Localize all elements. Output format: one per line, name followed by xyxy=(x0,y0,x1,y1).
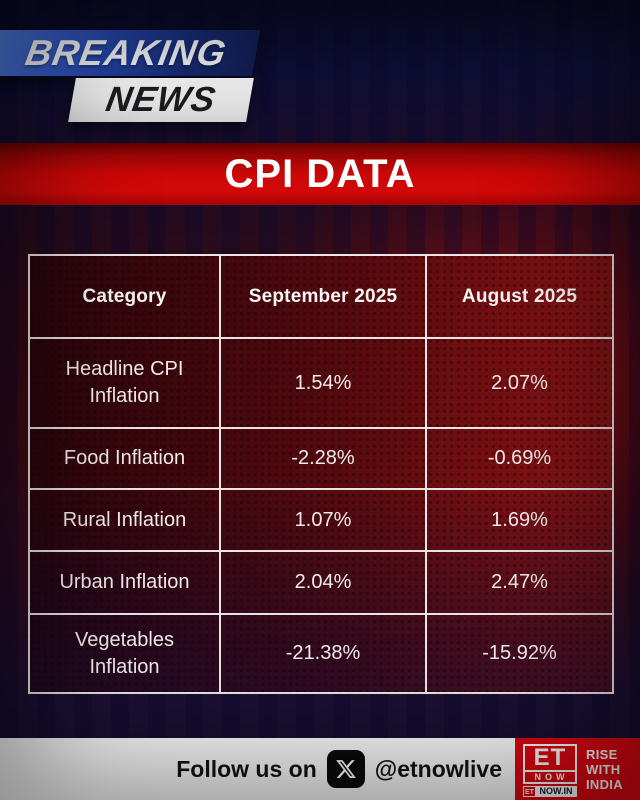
etnow-logo-now: NOW xyxy=(525,770,575,782)
etnow-domain-et: ET xyxy=(523,786,535,797)
table-row xyxy=(29,614,613,693)
row-august-value: 2.07% xyxy=(426,338,613,428)
news-banner xyxy=(68,78,254,122)
page-title: CPI DATA xyxy=(224,151,416,196)
table-row xyxy=(29,338,613,428)
follow-block xyxy=(176,750,502,788)
row-september-value: 1.54% xyxy=(220,338,426,428)
headline-bar xyxy=(0,143,640,205)
cpi-table-container xyxy=(28,254,612,692)
row-category: Urban Inflation xyxy=(29,551,220,614)
cpi-table xyxy=(28,254,614,694)
row-august-value: 2.47% xyxy=(426,551,613,614)
row-september-value: -21.38% xyxy=(220,614,426,693)
row-august-value: -0.69% xyxy=(426,428,613,489)
breaking-banner xyxy=(0,30,260,76)
etnow-brand xyxy=(515,738,640,800)
row-august-value: 1.69% xyxy=(426,489,613,551)
brand-tagline xyxy=(586,747,623,792)
table-row xyxy=(29,489,613,551)
x-icon[interactable] xyxy=(327,750,365,788)
etnow-logo-et: ET xyxy=(533,744,567,771)
tagline-line: INDIA xyxy=(586,777,623,792)
table-row xyxy=(29,428,613,489)
col-header-august: August 2025 xyxy=(426,255,613,338)
etnow-domain-rest: NOW.IN xyxy=(535,786,577,797)
tagline-line: RISE xyxy=(586,747,618,762)
row-category: Vegetables Inflation xyxy=(29,614,220,693)
tagline-line: WITH xyxy=(586,762,621,777)
etnow-logo xyxy=(523,744,577,784)
table-row xyxy=(29,551,613,614)
row-september-value: -2.28% xyxy=(220,428,426,489)
col-header-category: Category xyxy=(29,255,220,338)
etnow-domain xyxy=(523,786,577,797)
row-category: Rural Inflation xyxy=(29,489,220,551)
breaking-label: BREAKING xyxy=(22,32,230,73)
row-september-value: 1.07% xyxy=(220,489,426,551)
table-header-row xyxy=(29,255,613,338)
row-august-value: -15.92% xyxy=(426,614,613,693)
social-handle[interactable]: @etnowlive xyxy=(374,755,502,782)
col-header-september: September 2025 xyxy=(220,255,426,338)
row-category: Food Inflation xyxy=(29,428,220,489)
row-september-value: 2.04% xyxy=(220,551,426,614)
news-label: NEWS xyxy=(103,80,220,119)
row-category: Headline CPI Inflation xyxy=(29,338,220,428)
follow-label: Follow us on xyxy=(176,755,317,782)
